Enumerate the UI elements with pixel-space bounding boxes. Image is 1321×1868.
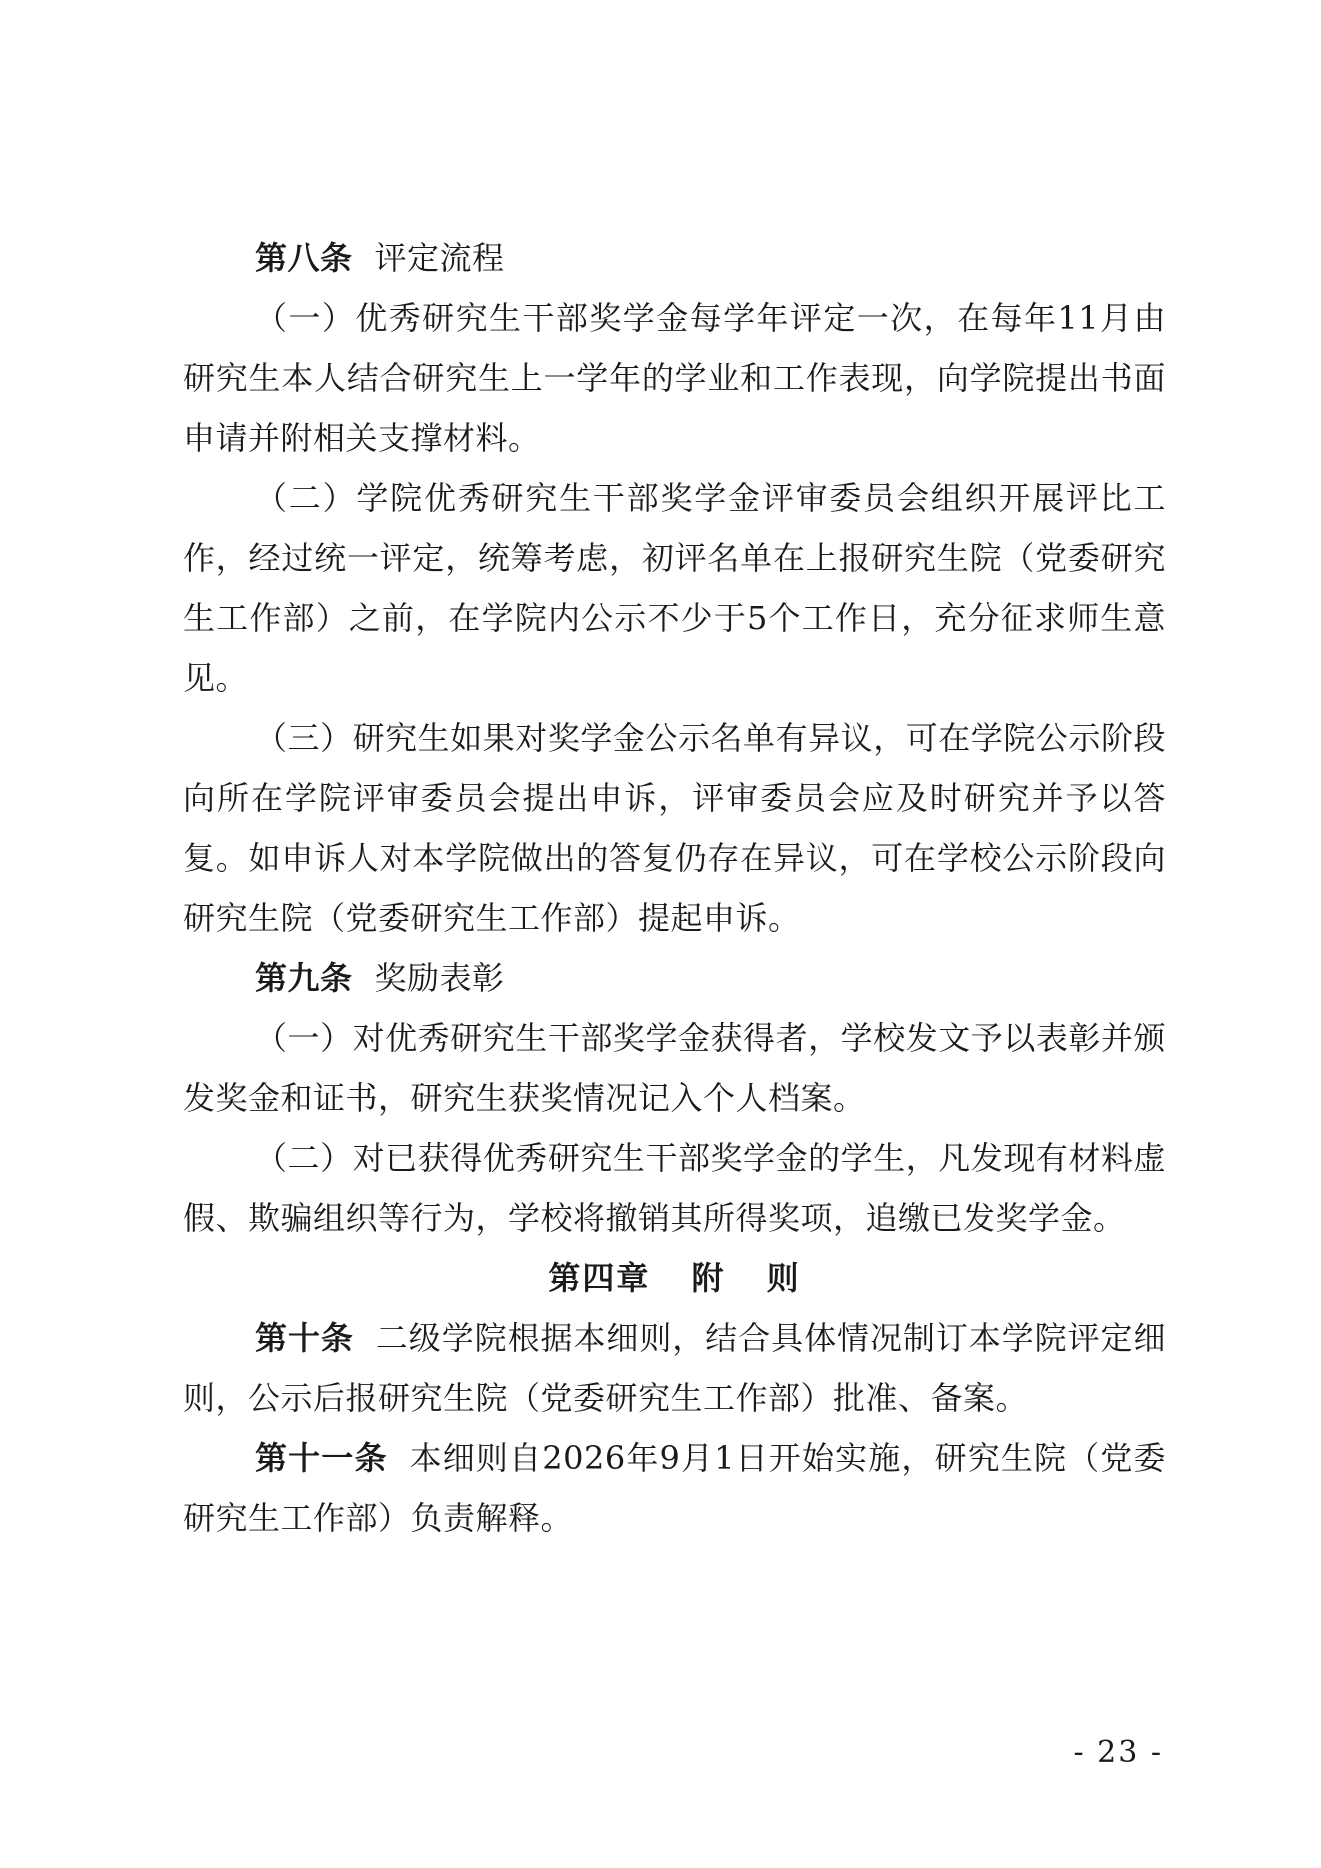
article-text: 二级学院根据本细则，结合具体情况制订本学院评定细则，公示后报研究生院（党委研究生工作部）批准、备案。 bbox=[183, 1319, 1166, 1417]
article-heading bbox=[183, 948, 1166, 1008]
article-number: 第十一条 bbox=[255, 1439, 388, 1477]
document-body bbox=[183, 228, 1166, 1548]
article-number: 第八条 bbox=[255, 239, 353, 277]
chapter-heading: 第四章 附 则 bbox=[548, 1259, 801, 1297]
article-text: 本细则自2026年9月1日开始实施，研究生院（党委研究生工作部）负责解释。 bbox=[183, 1439, 1166, 1537]
clause-paragraph: （一）优秀研究生干部奖学金每学年评定一次，在每年11月由研究生本人结合研究生上一学年的学业和工作表现，向学院提出书面申请并附相关支撑材料。 bbox=[183, 299, 1166, 457]
article-paragraph bbox=[183, 1308, 1166, 1428]
article-paragraph bbox=[183, 1428, 1166, 1548]
clause-paragraph: （三）研究生如果对奖学金公示名单有异议，可在学院公示阶段向所在学院评审委员会提出申诉，评审委员会应及时研究并予以答复。如申诉人对本学院做出的答复仍存在异议，可在学校公示阶段向研究生院（党委研究生工作部）提起申诉。 bbox=[183, 719, 1166, 937]
clause-paragraph: （二）对已获得优秀研究生干部奖学金的学生，凡发现有材料虚假、欺骗组织等行为，学校将撤销其所得奖项，追缴已发奖学金。 bbox=[183, 1139, 1166, 1237]
article-subject: 评定流程 bbox=[374, 239, 505, 277]
article-subject: 奖励表彰 bbox=[374, 959, 505, 997]
article-number: 第十条 bbox=[255, 1319, 354, 1357]
article-heading bbox=[183, 228, 1166, 288]
article-number: 第九条 bbox=[255, 959, 353, 997]
page-number: - 23 - bbox=[1073, 1735, 1163, 1770]
clause-paragraph: （二）学院优秀研究生干部奖学金评审委员会组织开展评比工作，经过统一评定，统筹考虑，初评名单在上报研究生院（党委研究生工作部）之前，在学院内公示不少于5个工作日，充分征求师生意见。 bbox=[183, 479, 1166, 697]
clause-paragraph: （一）对优秀研究生干部奖学金获得者，学校发文予以表彰并颁发奖金和证书，研究生获奖情况记入个人档案。 bbox=[183, 1019, 1166, 1117]
